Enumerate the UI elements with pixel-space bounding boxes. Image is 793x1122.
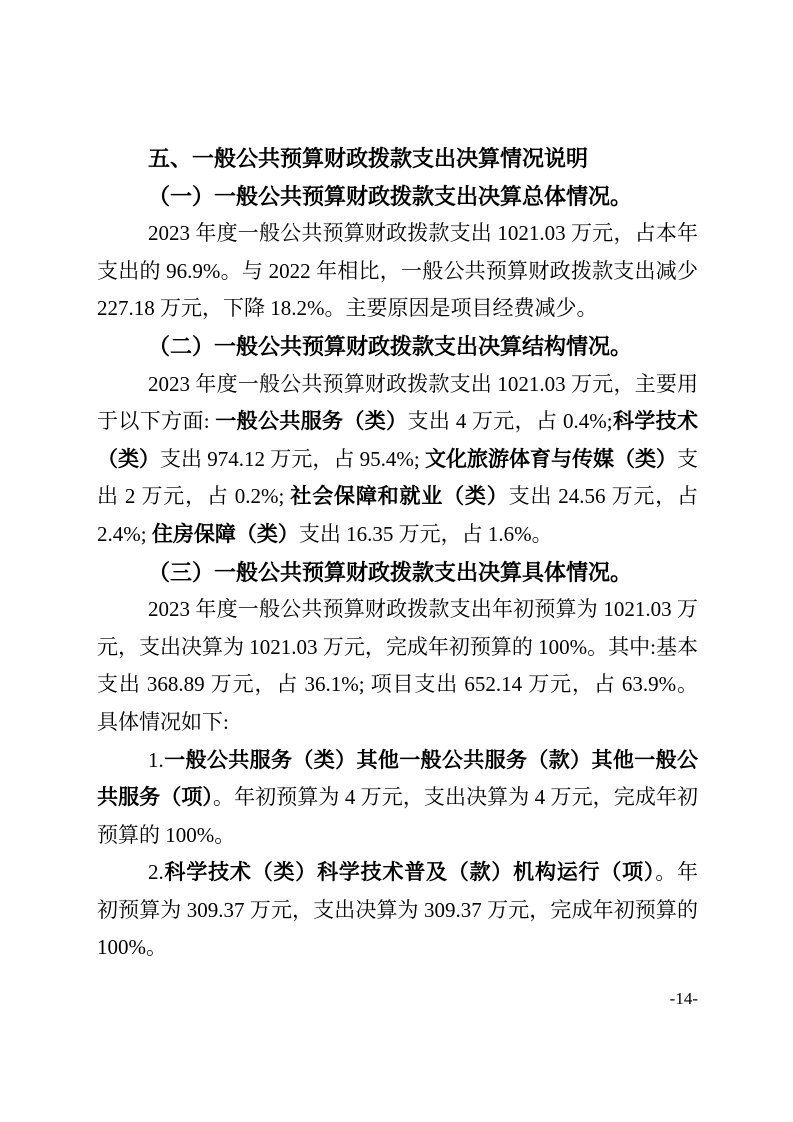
text-run: 1. bbox=[148, 747, 164, 772]
document-body bbox=[97, 140, 698, 967]
page-number: -14- bbox=[669, 989, 698, 1008]
text-run: 支出 974.12 万元，占 95.4%; bbox=[160, 446, 425, 471]
text-run: 支出 2 万元，占 0.2%; bbox=[97, 446, 699, 509]
text-run: 文化旅游体育与传媒（类） bbox=[424, 446, 678, 471]
paragraph bbox=[97, 215, 698, 328]
paragraph bbox=[97, 366, 698, 554]
text-run: 2023 年度一般公共预算财政拨款支出年初预算为 1021.03 万元，支出决算为 1021.03 万元，完成年初预算的 100%。其中:基本支出 368.89 万元，占 36.1%; 项目支出 652.14 万元，占 63.9%。具体情况如下: bbox=[97, 597, 698, 734]
heading-level-1 bbox=[97, 140, 698, 178]
text-run: 。年初预算为 4 万元，支出决算为 4 万元，完成年初预算的 100%。 bbox=[97, 785, 698, 847]
heading-level-2 bbox=[97, 554, 698, 592]
text-run: 一般公共服务（类）其他一般公共服务（款）其他一般公共服务（项） bbox=[97, 747, 698, 810]
text-run: 一般公共服务（类） bbox=[215, 409, 408, 434]
paragraph bbox=[97, 591, 698, 741]
paragraph bbox=[97, 854, 698, 967]
text-run: 2023 年度一般公共预算财政拨款支出 1021.03 万元，主要用于以下方面: bbox=[97, 371, 698, 434]
text-run: 五、一般公共预算财政拨款支出决算情况说明 bbox=[148, 146, 589, 171]
heading-level-2 bbox=[97, 328, 698, 366]
heading-level-2 bbox=[97, 178, 698, 216]
text-run: 2. bbox=[148, 860, 164, 885]
text-run: 2023 年度一般公共预算财政拨款支出 1021.03 万元，占本年支出的 96.9%。与 2022 年相比，一般公共预算财政拨款支出减少 227.18 万元，下降 18.2%。主要原因是项目经费减少。 bbox=[97, 221, 698, 321]
page-footer bbox=[97, 988, 698, 1010]
text-run: 。年初预算为 309.37 万元，支出决算为 309.37 万元，完成年初预算的 100%。 bbox=[97, 860, 699, 960]
text-run: （三）一般公共预算财政拨款支出决算具体情况。 bbox=[148, 559, 633, 585]
text-run: 社会保障和就业（类） bbox=[290, 484, 509, 509]
text-run: 住房保障（类） bbox=[151, 521, 299, 546]
text-run: （一）一般公共预算财政拨款支出决算总体情况。 bbox=[148, 183, 633, 209]
text-run: 支出 16.35 万元，占 1.6%。 bbox=[298, 521, 553, 546]
text-run: 科学技术（类）科学技术普及（款）机构运行（项） bbox=[163, 860, 656, 885]
text-run: 支出 4 万元，占 0.4%; bbox=[407, 409, 613, 434]
text-run: （二）一般公共预算财政拨款支出决算结构情况。 bbox=[148, 333, 633, 359]
text-run: 科学技术（类） bbox=[97, 409, 699, 471]
text-run: 支出 24.56 万元，占 2.4%; bbox=[97, 484, 699, 546]
paragraph bbox=[97, 742, 698, 855]
